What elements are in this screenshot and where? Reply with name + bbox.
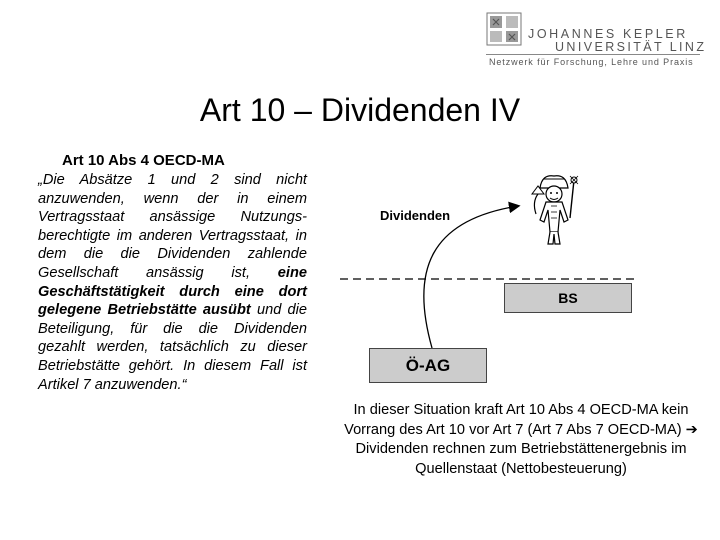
dividend-flow-arrow	[424, 206, 518, 348]
logo-tagline: Netzwerk für Forschung, Lehre und Praxis	[489, 57, 694, 67]
arrow-right-icon: ➔	[685, 421, 698, 438]
caption-part-2: Dividenden rechnen zum Betriebstättenergebnis im Quellenstaat (Nettobesteuerung)	[355, 441, 687, 477]
bs-label: BS	[558, 290, 578, 306]
permanent-establishment-box	[504, 283, 632, 313]
quote-emphasis: eine Geschäftstätigkeit durch eine dort gelegene Betriebstätte ausübt	[38, 264, 307, 319]
quote-part-1: „Die Absätze 1 und 2 sind nicht anzuwenden, wenn der in einem Vertragsstaat ansässige Nutzungsberechtigte im anderen Vertragsstaat, in dem die die Dividenden zahlende Gesellschaft ansässig ist,	[38, 172, 307, 281]
diagram-caption	[336, 401, 706, 479]
quote-heading: Art 10 Abs 4 OECD-MA	[62, 152, 225, 169]
slide-title: Art 10 – Dividenden IV	[199, 92, 521, 128]
quote-closing-mark: “	[181, 376, 187, 393]
austrian-company-box	[369, 348, 487, 383]
investor-figure-icon	[532, 176, 578, 244]
dividends-flow-label: Dividenden	[380, 208, 451, 223]
logo-university-name: JOHANNES KEPLER	[528, 27, 688, 41]
oag-label: Ö-AG	[405, 355, 451, 375]
caption-part-1: In dieser Situation kraft Art 10 Abs 4 OECD-MA kein Vorrang des Art 10 vor Art 7 (Art 7 Abs 7 OECD-MA)	[344, 402, 689, 438]
logo-university-city: UNIVERSITÄT LINZ	[555, 40, 707, 54]
quote-part-2: und die Beteiligung, für die die Dividenden gezahlt werden, tatsächlich zu dieser Betriebstätte gehört. In diesem Fall ist Artikel 7 anzuwenden.	[38, 302, 308, 393]
